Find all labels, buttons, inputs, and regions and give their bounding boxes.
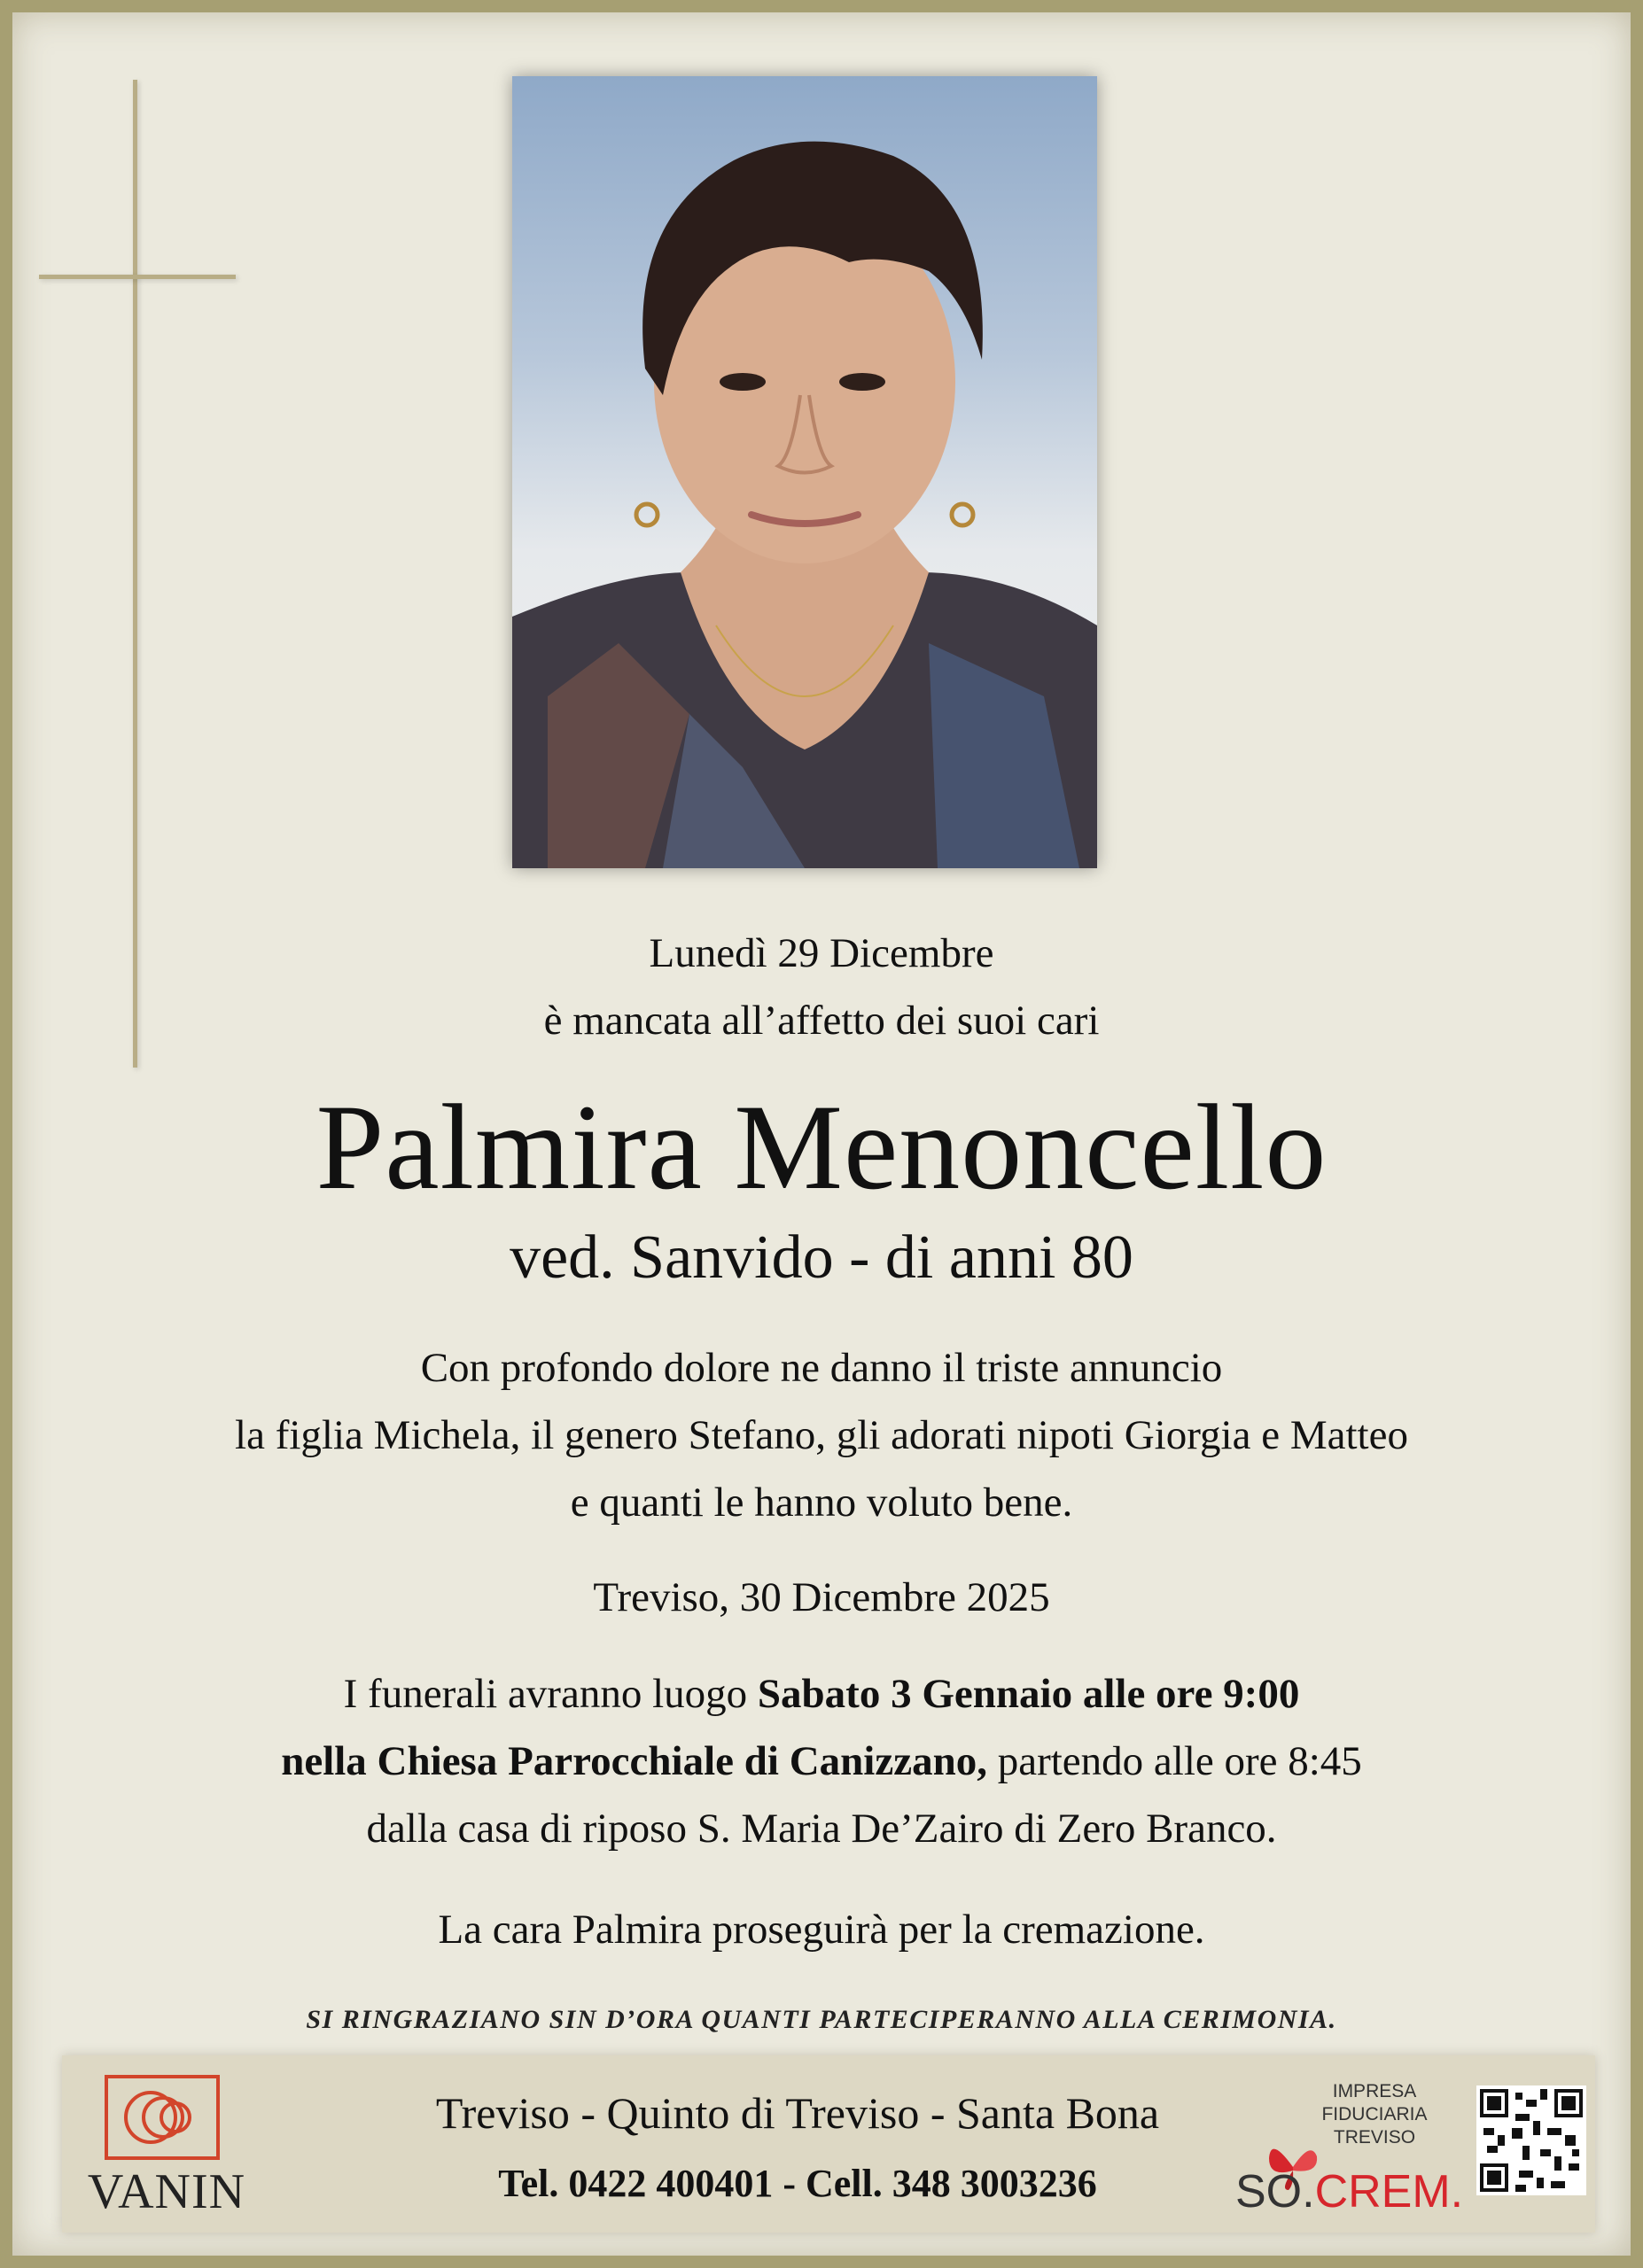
funeral-departure: partendo alle ore 8:45 xyxy=(986,1738,1362,1784)
portrait-photo xyxy=(512,76,1097,868)
thanks-note: SI RINGRAZIANO SIN D’ORA QUANTI PARTECIPERANNO ALLA CERIMONIA. xyxy=(306,2005,1337,2034)
deceased-name: Palmira Menoncello xyxy=(315,1079,1328,1215)
intro-text xyxy=(0,920,1643,1054)
funeral-text: I funerali avranno luogo xyxy=(343,1671,758,1717)
announcement-line: Con profondo dolore ne danno il triste annuncio xyxy=(420,1345,1223,1391)
socrem-wordmark xyxy=(1235,2167,1466,2217)
vanin-name: VANIN xyxy=(87,2164,246,2219)
announcement xyxy=(0,1334,1643,1536)
funeral-details xyxy=(0,1660,1643,1862)
footer-locations: Treviso - Quinto di Treviso - Santa Bona xyxy=(435,2088,1160,2138)
socrem-crem: CREM. xyxy=(1314,2166,1464,2218)
socrem-subtitle xyxy=(1317,2080,1432,2149)
socrem-logo xyxy=(1235,2078,1464,2220)
cross-horizontal-bar xyxy=(39,275,236,279)
qr-code-icon[interactable] xyxy=(1476,2085,1586,2195)
vanin-logo-icon xyxy=(105,2075,220,2160)
socrem-subtitle-line: FIDUCIARIA xyxy=(1321,2104,1428,2124)
footer-phones: Tel. 0422 400401 - Cell. 348 3003236 xyxy=(498,2162,1097,2205)
footer-band xyxy=(62,2055,1595,2233)
funeral-line-3: dalla casa di riposo S. Maria De’Zairo di Zero Branco. xyxy=(366,1806,1277,1852)
announcement-line: e quanti le hanno voluto bene. xyxy=(570,1480,1073,1526)
funeral-line-1 xyxy=(0,1660,1643,1728)
funeral-church: nella Chiesa Parrocchiale di Canizzano, xyxy=(281,1738,987,1784)
intro-date: Lunedì 29 Dicembre xyxy=(649,930,994,976)
socrem-so: SO. xyxy=(1235,2166,1315,2218)
funeral-line-2 xyxy=(0,1728,1643,1795)
socrem-subtitle-line: IMPRESA xyxy=(1332,2081,1417,2101)
place-date: Treviso, 30 Dicembre 2025 xyxy=(593,1574,1050,1620)
intro-message: è mancata all’affetto dei suoi cari xyxy=(543,998,1100,1044)
deceased-subtitle: ved. Sanvido - di anni 80 xyxy=(510,1223,1133,1292)
funeral-datetime: Sabato 3 Gennaio alle ore 9:00 xyxy=(757,1671,1300,1717)
announcement-line: la figlia Michela, il genero Stefano, gli adorati nipoti Giorgia e Matteo xyxy=(235,1412,1408,1458)
cremation-note: La cara Palmira proseguirà per la cremazione. xyxy=(438,1907,1205,1953)
socrem-subtitle-line: TREVISO xyxy=(1333,2127,1416,2148)
